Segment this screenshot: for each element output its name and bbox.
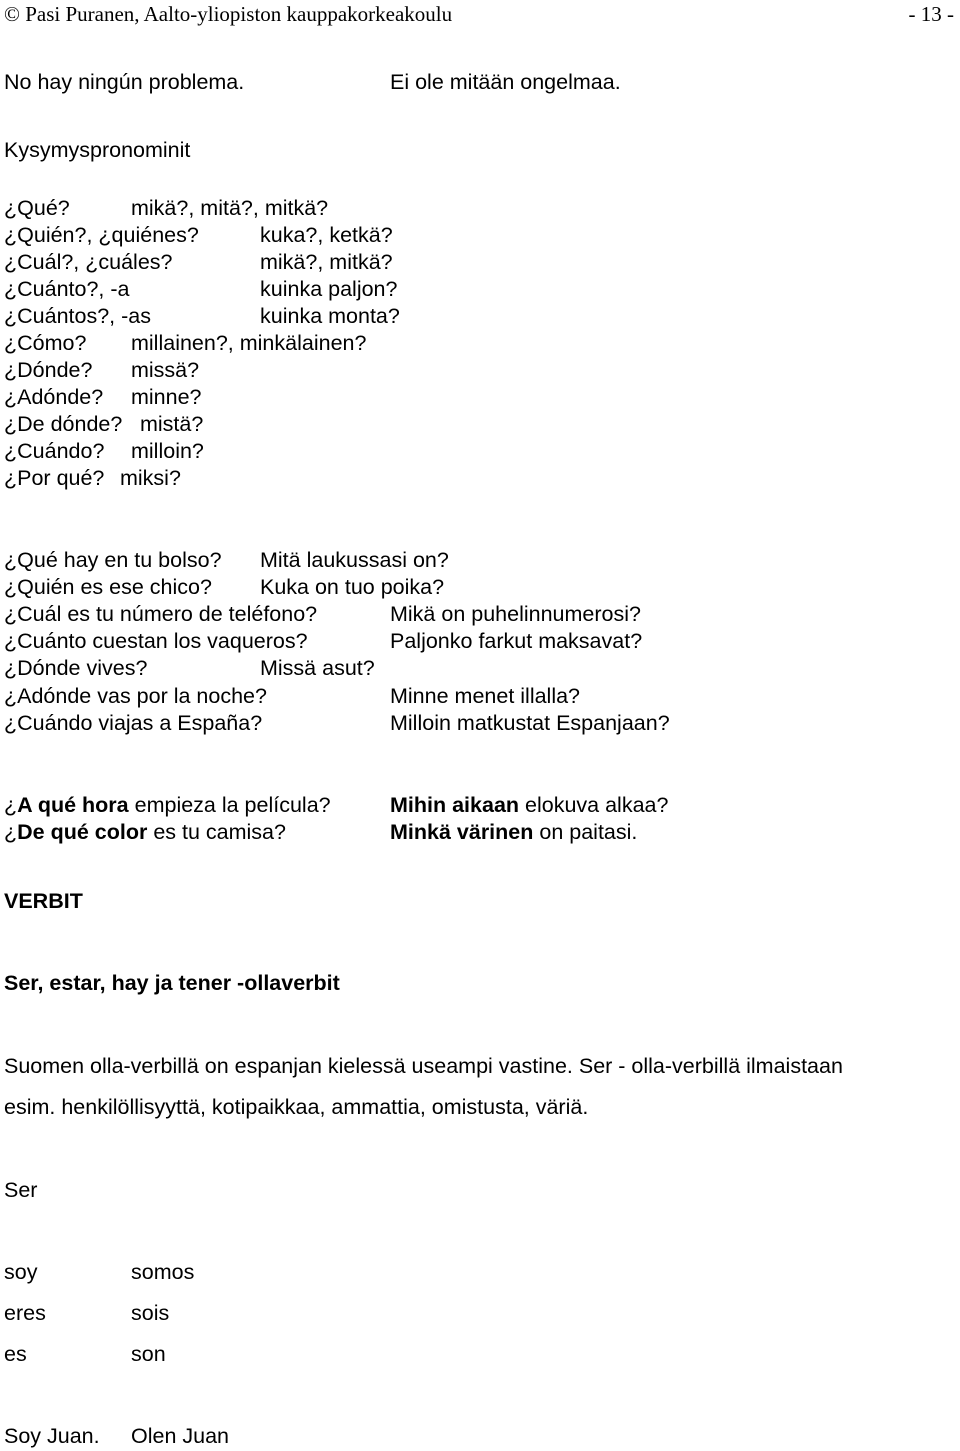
pronoun-fi: minne? [131, 385, 202, 409]
verbit-title: VERBIT [4, 889, 83, 913]
conjugation-singular: es [4, 1342, 27, 1366]
section-title: Kysymyspronominit [4, 138, 191, 162]
sentence-rest: on paitasi. [533, 820, 638, 844]
pronoun-es: ¿Qué? [4, 196, 70, 220]
conjugation-plural: sois [131, 1301, 170, 1325]
example-es: ¿Cuándo viajas a España? [4, 711, 263, 735]
pronoun-es: ¿Por qué? [4, 466, 105, 490]
conjugation-plural: son [131, 1342, 166, 1366]
page-number: - 13 - [908, 2, 954, 26]
pronoun-es: ¿Cómo? [4, 331, 87, 355]
subsection-title: Ser, estar, hay ja tener -ollaverbit [4, 971, 340, 995]
bold-phrase: A qué hora [17, 793, 129, 817]
pronoun-es: ¿Quién?, ¿quiénes? [4, 223, 199, 247]
bold-example-fi [390, 822, 637, 844]
intro-es: No hay ningún problema. [4, 70, 245, 94]
page-header-copyright: © Pasi Puranen, Aalto-yliopiston kauppakorkeakoulu [4, 2, 453, 26]
example-fi: Kuka on tuo poika? [260, 575, 445, 599]
pronoun-fi: missä? [131, 358, 200, 382]
bold-phrase: De qué color [17, 820, 148, 844]
example-fi: Mikä on puhelinnumerosi? [390, 602, 641, 626]
sentence-rest: empieza la película? [128, 793, 331, 817]
example-es: ¿Adónde vas por la noche? [4, 684, 267, 708]
sentence-rest: es tu camisa? [147, 820, 286, 844]
example-fi: Mitä laukussasi on? [260, 548, 449, 572]
paragraph-line: esim. henkilöllisyyttä, kotipaikkaa, ammattia, omistusta, väriä. [4, 1095, 589, 1119]
sentence-rest: elokuva alkaa? [519, 793, 669, 817]
final-example-fi: Olen Juan [131, 1424, 230, 1448]
pronoun-es: ¿Dónde? [4, 358, 93, 382]
final-example-es: Soy Juan. [4, 1424, 100, 1448]
pronoun-fi: mikä?, mitä?, mitkä? [131, 196, 329, 220]
ser-title: Ser [4, 1178, 38, 1202]
example-fi: Missä asut? [260, 656, 375, 680]
pronoun-es: ¿Adónde? [4, 385, 104, 409]
bold-phrase: Minkä värinen [390, 820, 534, 844]
pronoun-fi: kuka?, ketkä? [260, 223, 393, 247]
example-es: ¿Cuál es tu número de teléfono? [4, 602, 318, 626]
example-fi: Minne menet illalla? [390, 684, 581, 708]
conjugation-plural: somos [131, 1260, 195, 1284]
pronoun-fi: millainen?, minkälainen? [131, 331, 367, 355]
pronoun-es: ¿Cuántos?, -as [4, 304, 151, 328]
pronoun-fi: miksi? [120, 466, 181, 490]
example-fi: Paljonko farkut maksavat? [390, 629, 643, 653]
example-es: ¿Dónde vives? [4, 656, 148, 680]
example-es: ¿Qué hay en tu bolso? [4, 548, 222, 572]
pronoun-es: ¿Cuánto?, -a [4, 277, 130, 301]
pronoun-fi: mistä? [140, 412, 204, 436]
intro-fi: Ei ole mitään ongelmaa. [390, 70, 621, 94]
pronoun-es: ¿De dónde? [4, 412, 123, 436]
bold-example-es [4, 822, 286, 844]
bold-example-fi [390, 795, 668, 817]
example-fi: Milloin matkustat Espanjaan? [390, 711, 670, 735]
example-es: ¿Cuánto cuestan los vaqueros? [4, 629, 308, 653]
bold-example-es [4, 795, 331, 817]
pronoun-fi: mikä?, mitkä? [260, 250, 393, 274]
conjugation-singular: eres [4, 1301, 46, 1325]
paragraph-line: Suomen olla-verbillä on espanjan kielessä useampi vastine. Ser - olla-verbillä ilmaistaan [4, 1054, 843, 1078]
bold-phrase: Mihin aikaan [390, 793, 520, 817]
pronoun-es: ¿Cuándo? [4, 439, 105, 463]
conjugation-singular: soy [4, 1260, 38, 1284]
pronoun-fi: kuinka monta? [260, 304, 400, 328]
example-es: ¿Quién es ese chico? [4, 575, 212, 599]
pronoun-fi: kuinka paljon? [260, 277, 398, 301]
pronoun-fi: milloin? [131, 439, 204, 463]
pronoun-es: ¿Cuál?, ¿cuáles? [4, 250, 173, 274]
inverted-question-mark: ¿ [4, 793, 18, 817]
inverted-question-mark: ¿ [4, 820, 18, 844]
